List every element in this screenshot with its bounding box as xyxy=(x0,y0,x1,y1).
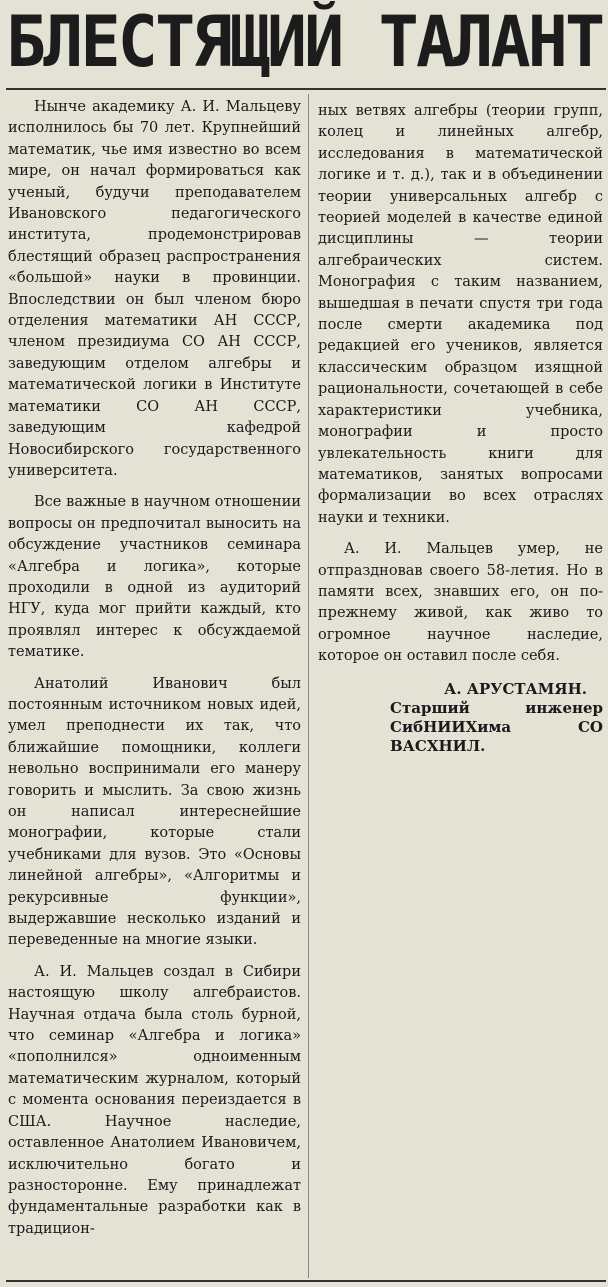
article-paragraph: Нынче академику А. И. Мальцеву исполнилось бы 70 лет. Крупнейший математик, чье имя известно во всем мире, он начал формироваться как ученый, будучи преподавателем Ивановского педагогического института, продемонстрировав блестящий образец распространения «большой» науки в провинции. Впоследствии он был членом бюро отделения математики АН СССР, членом президиума СО АН СССР, заведующим отделом алгебры и математической логики в Институте математики СО АН СССР, заведующим кафедрой Новосибирского государственного университета. xyxy=(8,99,301,479)
article-column-right xyxy=(318,101,603,756)
article-paragraph: А. И. Мальцев создал в Сибири настоящую школу алгебраистов. Научная отдача была столь бурной, что семинар «Алгебра и логика» «пополнился» одноименным математическим журналом, который с момента основания переиздается в США. Научное наследие, оставленное Анатолием Ивановичем, исключительно богато и разносторонне. Ему принадлежат фундаментальные разработки как в традицион- xyxy=(8,963,301,1237)
article-paragraph: ных ветвях алгебры (теории групп, колец и линейных алгебр, исследования в математической логике и т. д.), так и в объединении теории универсальных алгебр с теорией моделей в качестве единой дисциплины — теории алгебраических систем. Монография с таким названием, вышедшая в печати спустя три года после смерти академика под редакцией его учеников, является классическим образцом изящной рациональности, сочетающей в себе характеристики учебника, монографии и просто увлекательность книги для математиков, занятых вопросами формализации во всех отраслях науки и техники. xyxy=(318,103,603,526)
author-signature xyxy=(318,680,603,756)
author-title: Старший инженер СибНИИХима СО ВАСХНИЛ. xyxy=(390,698,603,755)
article-paragraph: Все важные в научном отношении вопросы он предпочитал выносить на обсуждение участников семинара «Алгебра и логика», которые проходили в одной из аудиторий НГУ, куда мог прийти каждый, кто проявлял интерес к обсуждаемой тематике. xyxy=(8,494,301,661)
article-paragraph: А. И. Мальцев умер, не отпраздновав своего 58-летия. Но в памяти всех, знавших его, он по-прежнему живой, как живо то огромное научное наследие, которое он оставил после себя. xyxy=(318,541,603,665)
column-divider xyxy=(308,94,309,1278)
article-column-left xyxy=(8,97,301,1240)
bottom-rule xyxy=(6,1280,606,1282)
headline-rule xyxy=(6,88,606,90)
headline: БЛЕСТЯЩИЙ ТАЛАНТ xyxy=(6,1,603,83)
article-paragraph: Анатолий Иванович был постоянным источником новых идей, умел преподнести их так, что ближайшие помощники, коллеги невольно воспринимали его манеру говорить и мыслить. За свою жизнь он написал интереснейшие монографии, которые стали учебниками для вузов. Это «Основы линейной алгебры», «Алгоритмы и рекурсивные функции», выдержавшие несколько изданий и переведенные на многие языки. xyxy=(8,675,301,949)
author-name: А. АРУСТАМЯН. xyxy=(444,679,587,698)
